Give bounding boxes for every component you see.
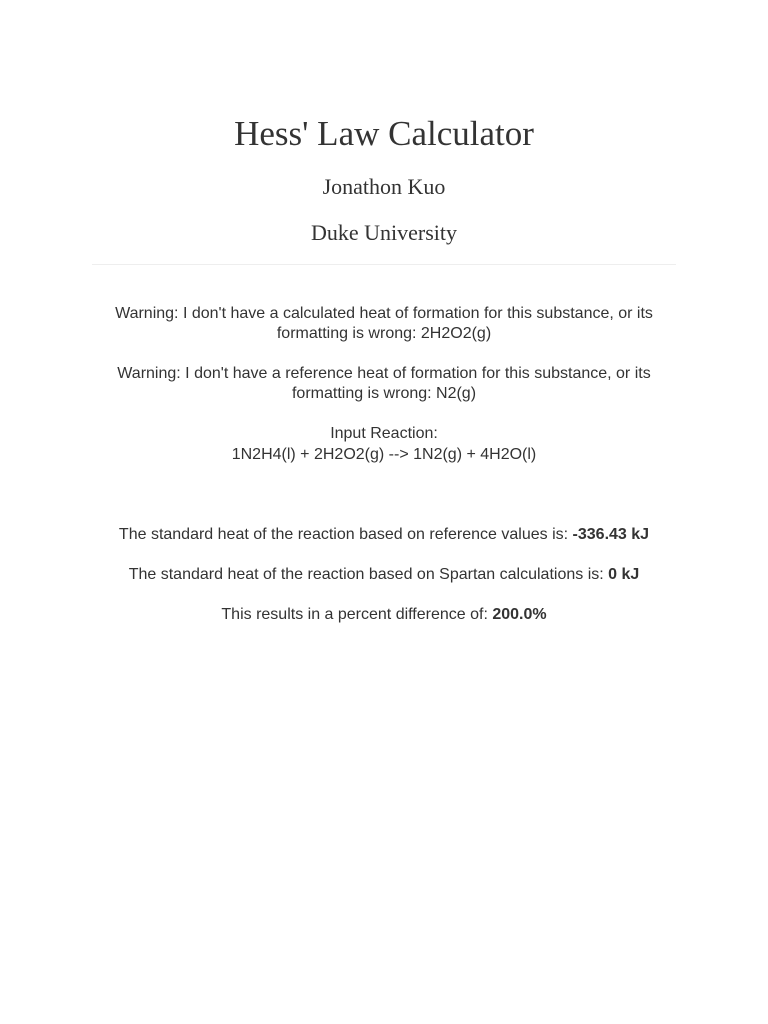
page-title: Hess' Law Calculator	[234, 114, 534, 153]
reaction-label: Input Reaction:	[330, 425, 438, 442]
reaction-equation: 1N2H4(l) + 2H2O2(g) --> 1N2(g) + 4H2O(l)	[231, 446, 537, 463]
percent-difference-value: 200.0%	[492, 606, 547, 623]
reference-heat-label: The standard heat of the reaction based on reference values is:	[118, 526, 573, 543]
affiliation: Duke University	[310, 220, 458, 245]
reference-heat-result	[92, 525, 676, 545]
reference-heat-value: -336.43 kJ	[572, 526, 650, 543]
spartan-heat-value: 0 kJ	[608, 566, 640, 583]
author-name: Jonathon Kuo	[322, 174, 446, 199]
percent-difference-label: This results in a percent difference of:	[221, 606, 493, 623]
header-divider	[92, 264, 676, 265]
percent-difference-result	[92, 605, 676, 625]
spartan-heat-label: The standard heat of the reaction based on Spartan calculations is:	[128, 566, 609, 583]
spartan-heat-result	[92, 565, 676, 585]
warning-reference-heat: Warning: I don't have a reference heat of formation for this substance, or its formatting is wrong: N2(g)	[117, 365, 651, 402]
warning-calculated-heat: Warning: I don't have a calculated heat of formation for this substance, or its formatting is wrong: 2H2O2(g)	[115, 305, 653, 342]
